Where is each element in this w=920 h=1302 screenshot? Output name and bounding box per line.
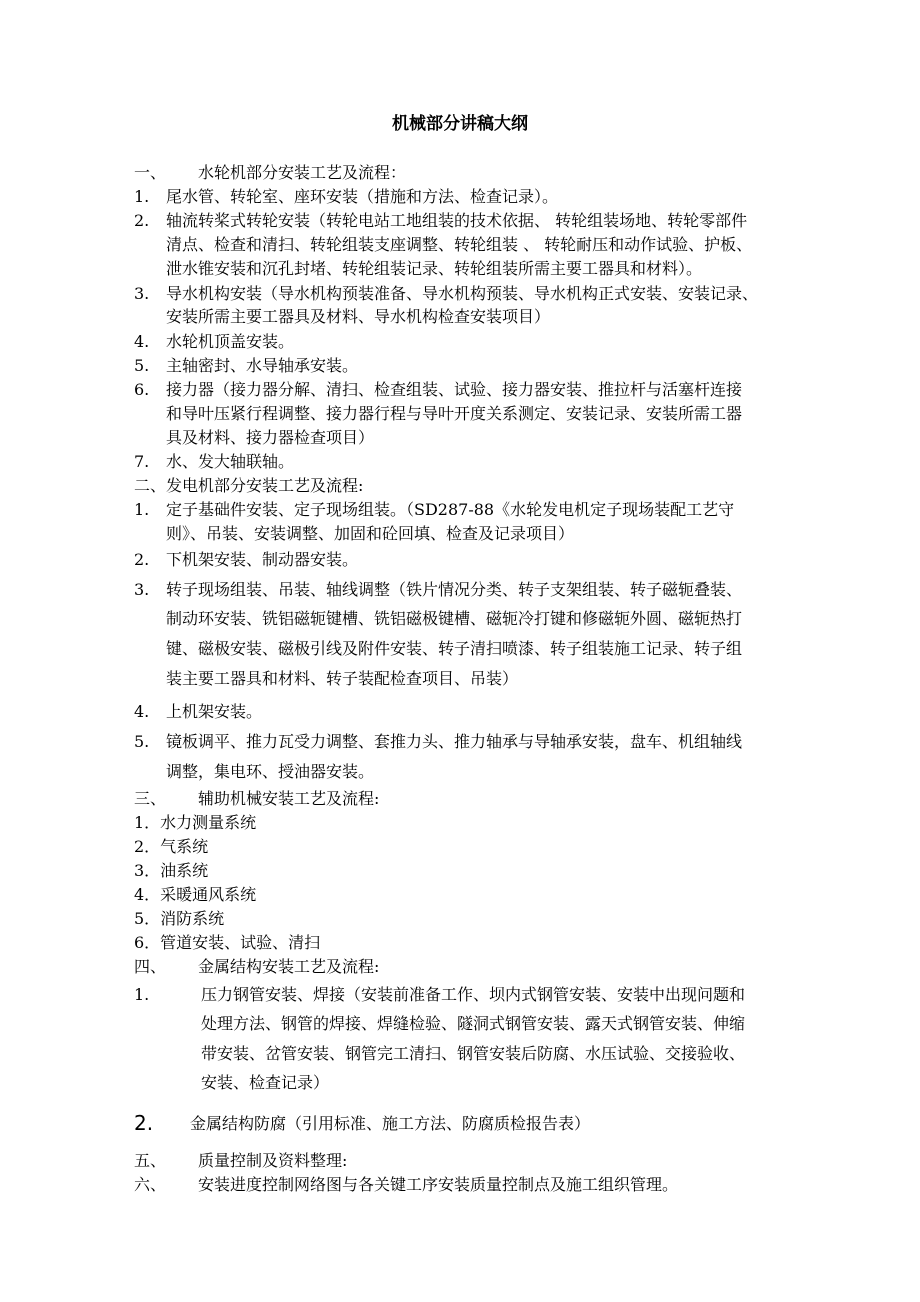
s3-item-6: 6．管道安装、试验、清扫: [134, 933, 321, 952]
s4-item-1-line-1: 压力钢管安装、焊接（安装前准备工作、坝内式钢管安装、安装中出现问题和: [201, 985, 746, 1004]
s3-item-5: 5．消防系统: [134, 909, 225, 928]
s4-item-2-text: 金属结构防腐（引用标准、施工方法、防腐质检报告表）: [190, 1114, 591, 1133]
s2-item-3-line-2: 制动环安装、铣铝磁轭键槽、铣铝磁极键槽、磁轭冷打键和修磁轭外圆、磁轭热打: [166, 609, 743, 628]
s3-item-4: 4．采暖通风系统: [134, 885, 257, 904]
s1-item-7-text: 水、发大轴联轴。: [166, 452, 295, 471]
s4-item-1-line-4: 安装、检查记录）: [201, 1073, 330, 1092]
s2-item-3-line-3: 键、磁极安装、磁极引线及附件安装、转子清扫喷漆、转子组装施工记录、转子组: [166, 639, 743, 658]
s2-item-3-line-4: 装主要工器具和材料、转子装配检查项目、吊装）: [166, 669, 519, 688]
section-1-heading: 水轮机部分安装工艺及流程：: [198, 163, 407, 182]
section-6-heading: 安装进度控制网络图与各关键工序安装质量控制点及施工组织管理。: [198, 1175, 679, 1194]
s2-item-2-text: 下机架安装、制动器安装。: [166, 550, 359, 569]
section-5-heading: 质量控制及资料整理:: [198, 1151, 348, 1170]
s1-item-1-text: 尾水管、转轮室、座环安装（措施和方法、检查记录）。: [166, 187, 559, 206]
section-6-number: 六、: [134, 1175, 167, 1194]
s4-item-1-number: 1.: [134, 985, 150, 1004]
s1-item-5-number: 5.: [134, 356, 150, 375]
s1-item-4-text: 水轮机顶盖安装。: [166, 332, 295, 351]
s1-item-2-line-2: 清点、检查和清扫、转轮组装支座调整、转轮组装 、 转轮耐压和动作试验、护板、: [166, 235, 753, 254]
s2-item-5-number: 5.: [134, 732, 150, 751]
section-4-number: 四、: [134, 957, 167, 976]
s2-item-1-line-2: 则》、吊装、安装调整、加固和砼回填、检查及记录项目）: [166, 524, 575, 543]
s1-item-3-line-2: 安装所需主要工器具及材料、导水机构检查安装项目）: [166, 307, 551, 326]
s2-item-4-number: 4.: [134, 702, 150, 721]
s1-item-2-number: 2.: [134, 211, 150, 230]
s4-item-1-line-3: 带安装、岔管安装、钢管完工清扫、钢管安装后防腐、水压试验、交接验收、: [201, 1044, 746, 1063]
section-4-heading: 金属结构安装工艺及流程:: [198, 957, 380, 976]
s4-item-2-number: 2.: [134, 1111, 154, 1135]
s1-item-5-text: 主轴密封、水导轴承安装。: [166, 356, 359, 375]
s2-item-5-line-1: 镜板调平、推力瓦受力调整、套推力头、推力轴承与导轴承安装，盘车、机组轴线: [166, 732, 743, 751]
s1-item-1-number: 1.: [134, 187, 150, 206]
s1-item-6-line-1: 接力器（接力器分解、清扫、检查组装、试验、接力器安装、推拉杆与活塞杆连接: [166, 380, 743, 399]
s1-item-6-line-3: 具及材料、接力器检查项目）: [166, 428, 375, 447]
s2-item-2-number: 2.: [134, 550, 150, 569]
s4-item-1-line-2: 处理方法、钢管的焊接、焊缝检验、隧洞式钢管安装、露天式钢管安装、伸缩: [201, 1014, 746, 1033]
s1-item-3-line-1: 导水机构安装（导水机构预装准备、导水机构预装、导水机构正式安装、安装记录、: [166, 284, 759, 303]
s2-item-5-line-2: 调整，集电环、授油器安装。: [166, 762, 375, 781]
section-3-number: 三、: [134, 789, 167, 808]
s1-item-2-line-3: 泄水锥安装和沉孔封堵、转轮组装记录、转轮组装所需主要工器具和材料）。: [166, 259, 703, 278]
s3-item-1: 1．水力测量系统: [134, 813, 257, 832]
s3-item-2: 2．气系统: [134, 837, 209, 856]
s2-item-3-line-1: 转子现场组装、吊装、轴线调整（铁片情况分类、转子支架组装、转子磁轭叠装、: [166, 580, 743, 599]
s1-item-6-number: 6.: [134, 380, 150, 399]
s2-item-1-number: 1.: [134, 500, 150, 519]
s1-item-3-number: 3.: [134, 284, 150, 303]
section-1-number: 一、: [134, 163, 167, 182]
section-5-number: 五、: [134, 1151, 167, 1170]
section-3-heading: 辅助机械安装工艺及流程:: [198, 789, 380, 808]
s2-item-3-number: 3.: [134, 580, 150, 599]
s2-item-4-text: 上机架安装。: [166, 702, 263, 721]
section-2-heading: 二、发电机部分安装工艺及流程:: [134, 476, 364, 495]
s1-item-6-line-2: 和导叶压紧行程调整、接力器行程与导叶开度关系测定、安装记录、安装所需工器: [166, 404, 743, 423]
s2-item-1-line-1: 定子基础件安装、定子现场组装。（SD287-88《水轮发电机定子现场装配工艺守: [166, 500, 735, 519]
document-title: 机械部分讲稿大纲: [392, 114, 528, 134]
s1-item-4-number: 4.: [134, 332, 150, 351]
s1-item-2-line-1: 轴流转桨式转轮安装（转轮电站工地组装的技术依据、 转轮组装场地、转轮零部件: [166, 211, 748, 230]
s3-item-3: 3．油系统: [134, 861, 209, 880]
s1-item-7-number: 7.: [134, 452, 150, 471]
